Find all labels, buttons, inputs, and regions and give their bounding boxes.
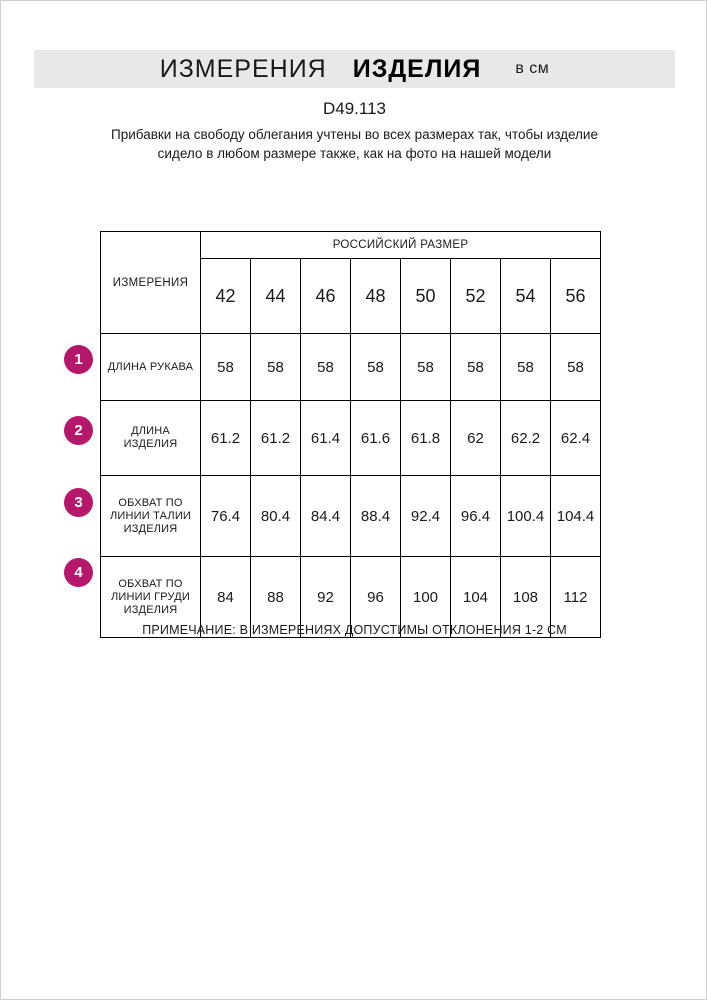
cell-r3-c1: 76.4 [201,476,251,557]
cell-r3-c8: 104.4 [551,476,601,557]
header-title-product: ИЗДЕЛИЯ [352,54,482,83]
row-bullet-3: 3 [64,488,93,517]
row-label-product-length: ДЛИНА ИЗДЕЛИЯ [101,401,201,476]
cell-r1-c5: 58 [401,334,451,401]
size-header-52: 52 [451,259,501,334]
group-header: РОССИЙСКИЙ РАЗМЕР [201,232,601,259]
size-header-48: 48 [351,259,401,334]
row-label-waist-circumference: ОБХВАТ ПО ЛИНИИ ТАЛИИ ИЗДЕЛИЯ [101,476,201,557]
row-bullet-1: 1 [64,345,93,374]
cell-r3-c3: 84.4 [301,476,351,557]
corner-header: ИЗМЕРЕНИЯ [101,232,201,334]
row-bullet-2: 2 [64,416,93,445]
size-header-50: 50 [401,259,451,334]
table-row [101,476,601,557]
cell-r2-c4: 61.6 [351,401,401,476]
cell-r4-c5: 100 [401,557,451,638]
cell-r4-c4: 96 [351,557,401,638]
cell-r2-c1: 61.2 [201,401,251,476]
size-header-42: 42 [201,259,251,334]
cell-r1-c4: 58 [351,334,401,401]
cell-r4-c8: 112 [551,557,601,638]
cell-r4-c3: 92 [301,557,351,638]
cell-r2-c2: 61.2 [251,401,301,476]
header-band [34,50,675,88]
cell-r2-c3: 61.4 [301,401,351,476]
measurements-table-wrap [100,231,600,638]
row-label-sleeve-length: ДЛИНА РУКАВА [101,334,201,401]
row-label-chest-circumference: ОБХВАТ ПО ЛИНИИ ГРУДИ ИЗДЕЛИЯ [101,557,201,638]
cell-r1-c1: 58 [201,334,251,401]
table-row [101,334,601,401]
cell-r3-c6: 96.4 [451,476,501,557]
table-header-group-row [101,232,601,259]
cell-r4-c1: 84 [201,557,251,638]
size-header-44: 44 [251,259,301,334]
cell-r2-c6: 62 [451,401,501,476]
size-header-46: 46 [301,259,351,334]
measurements-table [100,231,601,638]
footnote: ПРИМЕЧАНИЕ: В ИЗМЕРЕНИЯХ ДОПУСТИМЫ ОТКЛОНЕНИЯ 1-2 СМ [142,623,567,637]
cell-r3-c7: 100.4 [501,476,551,557]
table-row [101,401,601,476]
header-title-measurements: ИЗМЕРЕНИЯ [159,54,327,83]
top-note: Прибавки на свободу облегания учтены во всех размерах так, чтобы изделие сидело в любом размере также, как на фото на нашей модели [111,127,598,161]
cell-r4-c7: 108 [501,557,551,638]
model-code: D49.113 [322,99,386,118]
header-units: в см [515,60,550,77]
cell-r1-c6: 58 [451,334,501,401]
cell-r1-c7: 58 [501,334,551,401]
cell-r1-c8: 58 [551,334,601,401]
size-header-54: 54 [501,259,551,334]
cell-r1-c3: 58 [301,334,351,401]
size-header-56: 56 [551,259,601,334]
cell-r2-c5: 61.8 [401,401,451,476]
cell-r1-c2: 58 [251,334,301,401]
cell-r4-c6: 104 [451,557,501,638]
cell-r3-c2: 80.4 [251,476,301,557]
row-bullet-4: 4 [64,558,93,587]
cell-r4-c2: 88 [251,557,301,638]
cell-r2-c8: 62.4 [551,401,601,476]
cell-r3-c5: 92.4 [401,476,451,557]
cell-r3-c4: 88.4 [351,476,401,557]
cell-r2-c7: 62.2 [501,401,551,476]
